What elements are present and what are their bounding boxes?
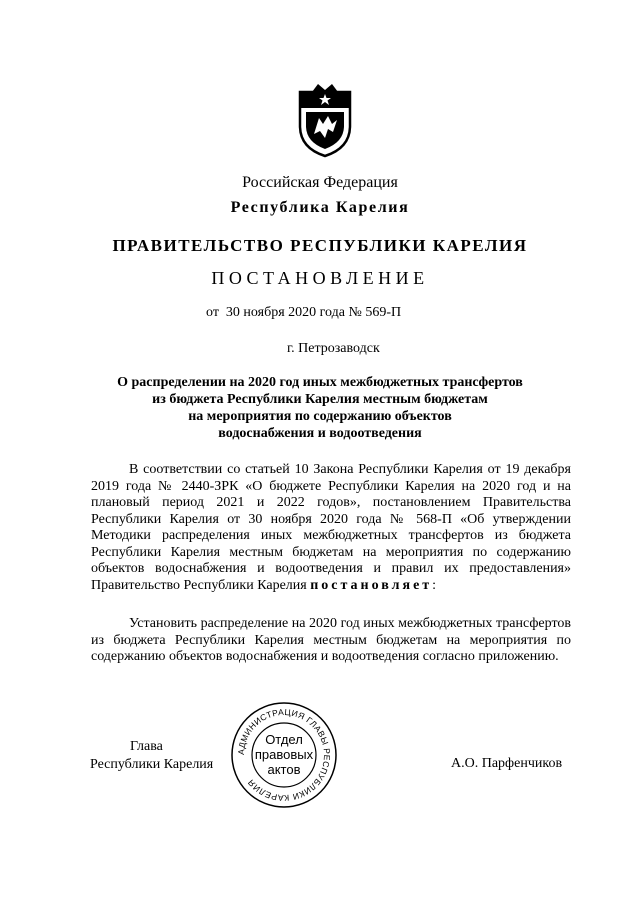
document-date-number: от 30 ноября 2020 года № 569-П: [206, 305, 402, 320]
document-type: ПОСТАНОВЛЕНИЕ: [211, 268, 429, 288]
resolves-colon: :: [432, 577, 437, 593]
signatory-name: А.О. Парфенчиков: [451, 756, 563, 771]
preamble-paragraph: [91, 462, 571, 594]
operative-paragraph: Установить распределение на 2020 год иных межбюджетных трансфертов из бюджета Республики Карелия местным бюджетам на мероприятия по содержанию объектов водоснабжения и водоотведения согласно приложению.: [91, 616, 571, 664]
federation-name: Российская Федерация: [242, 174, 398, 191]
position-line-1: Глава: [130, 739, 163, 754]
republic-name: Республика Карелия: [230, 199, 410, 216]
title-line: из бюджета Республики Карелия местным бюджетам: [152, 392, 488, 407]
title-line: водоснабжения и водоотведения: [218, 426, 422, 441]
document-city: г. Петрозаводск: [287, 341, 380, 356]
title-line: на мероприятия по содержанию объектов: [188, 409, 452, 424]
legal-department-stamp: [229, 700, 339, 810]
stamp-line-2: правовых: [254, 747, 314, 762]
position-line-2: Республики Карелия: [90, 757, 214, 772]
stamp-ring-text: АДМИНИСТРАЦИЯ ГЛАВЫ РЕСПУБЛИКИ КАРЕЛИЯ: [235, 706, 333, 804]
preamble-text: В соответствии со статьей 10 Закона Республики Карелия от 19 декабря 2019 года № 2440-ЗРК «О бюджете Республики Карелия на 2020 год и на плановый период 2021 и 2022 годов», постановлением Правительства Республики Карелия от 30 ноября 2020 года № 568-П «Об утверждении Методики распределения иных межбюджетных трансфертов из бюджета Республики Карелия местным бюджетам на мероприятия по содержанию объектов водоснабжения и водоотведения и правил их предоставления» Правительство Республики Карелия: [91, 462, 571, 593]
title-line: О распределении на 2020 год иных межбюджетных трансфертов: [117, 375, 523, 390]
government-name: ПРАВИТЕЛЬСТВО РЕСПУБЛИКИ КАРЕЛИЯ: [112, 236, 528, 255]
stamp-line-3: актов: [267, 762, 301, 777]
karelia-coat-of-arms: [297, 82, 353, 158]
stamp-line-1: Отдел: [265, 732, 303, 747]
resolves-word: постановляет: [310, 577, 433, 593]
document-title: [0, 374, 640, 442]
signatory-position: [90, 738, 213, 774]
